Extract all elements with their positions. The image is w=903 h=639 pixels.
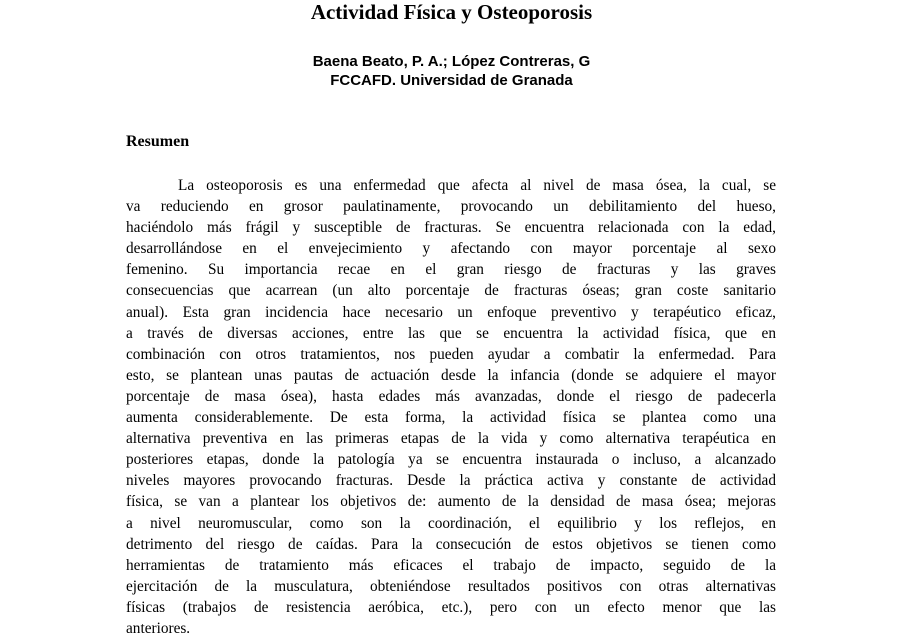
abstract-line: La osteoporosis es una enfermedad que afecta al nivel de masa ósea, la cual, se [178, 177, 776, 194]
authors-affiliation: FCCAFD. Universidad de Granada [330, 72, 573, 89]
abstract-line: aumenta considerablemente. De esta forma, la actividad física se plantea como una [126, 409, 776, 427]
abstract-line: consecuencias que acarrean (un alto porcentaje de fracturas óseas; gran coste sanitario [126, 282, 776, 300]
abstract-line: anteriores. [126, 619, 191, 637]
abstract-line: esto, se plantean unas pautas de actuación desde la infancia (donde se adquiere el mayor [126, 366, 776, 384]
authors-names: Baena Beato, P. A.; López Contreras, G [312, 53, 591, 70]
abstract-line: haciéndolo más frágil y susceptible de fracturas. Se encuentra relacionada con la edad, [126, 219, 776, 237]
abstract-line: física, se van a plantear los objetivos de: aumento de la densidad de masa ósea; mejoras [126, 493, 776, 511]
abstract-line: anual). Esta gran incidencia hace necesario un enfoque preventivo y terapéutico eficaz, [126, 303, 776, 321]
abstract-line: herramientas de tratamiento más eficaces el trabajo de impacto, seguido de la [126, 556, 776, 574]
abstract-line: va reduciendo en grosor paulatinamente, provocando un debilitamiento del hueso, [126, 198, 776, 216]
abstract-line: a nivel neuromuscular, como son la coordinación, el equilibrio y los reflejos, en [126, 514, 776, 532]
abstract-line: niveles mayores provocando fracturas. Desde la práctica activa y constante de actividad [126, 472, 776, 490]
abstract-line: femenino. Su importancia recae en el gran riesgo de fracturas y las graves [126, 261, 776, 279]
abstract-line: a través de diversas acciones, entre las que se encuentra la actividad física, que en [126, 324, 776, 342]
abstract-body [126, 175, 776, 639]
abstract-line: combinación con otros tratamientos, nos pueden ayudar a combatir la enfermedad. Para [126, 345, 776, 363]
abstract-line: ejercitación de la musculatura, obteniéndose resultados positivos con otras alternativas [126, 577, 776, 595]
paper-title: Actividad Física y Osteoporosis [310, 0, 593, 24]
abstract-line: físicas (trabajos de resistencia aeróbica, etc.), pero con un efecto menor que las [126, 598, 776, 616]
author-block [0, 52, 903, 90]
abstract-line: desarrollándose en el envejecimiento y afectando con mayor porcentaje al sexo [126, 240, 776, 258]
abstract-line: porcentaje de masa ósea), hasta edades más avanzadas, donde el riesgo de padecerla [126, 387, 776, 405]
abstract-line: posteriores etapas, donde la patología ya se encuentra instaurada o incluso, a alcanzado [126, 451, 776, 469]
section-heading-resumen: Resumen [126, 133, 190, 150]
abstract-line: detrimento del riesgo de caídas. Para la consecución de estos objetivos se tienen como [126, 535, 776, 553]
abstract-line: alternativa preventiva en las primeras etapas de la vida y como alternativa terapéutica en [126, 430, 776, 448]
